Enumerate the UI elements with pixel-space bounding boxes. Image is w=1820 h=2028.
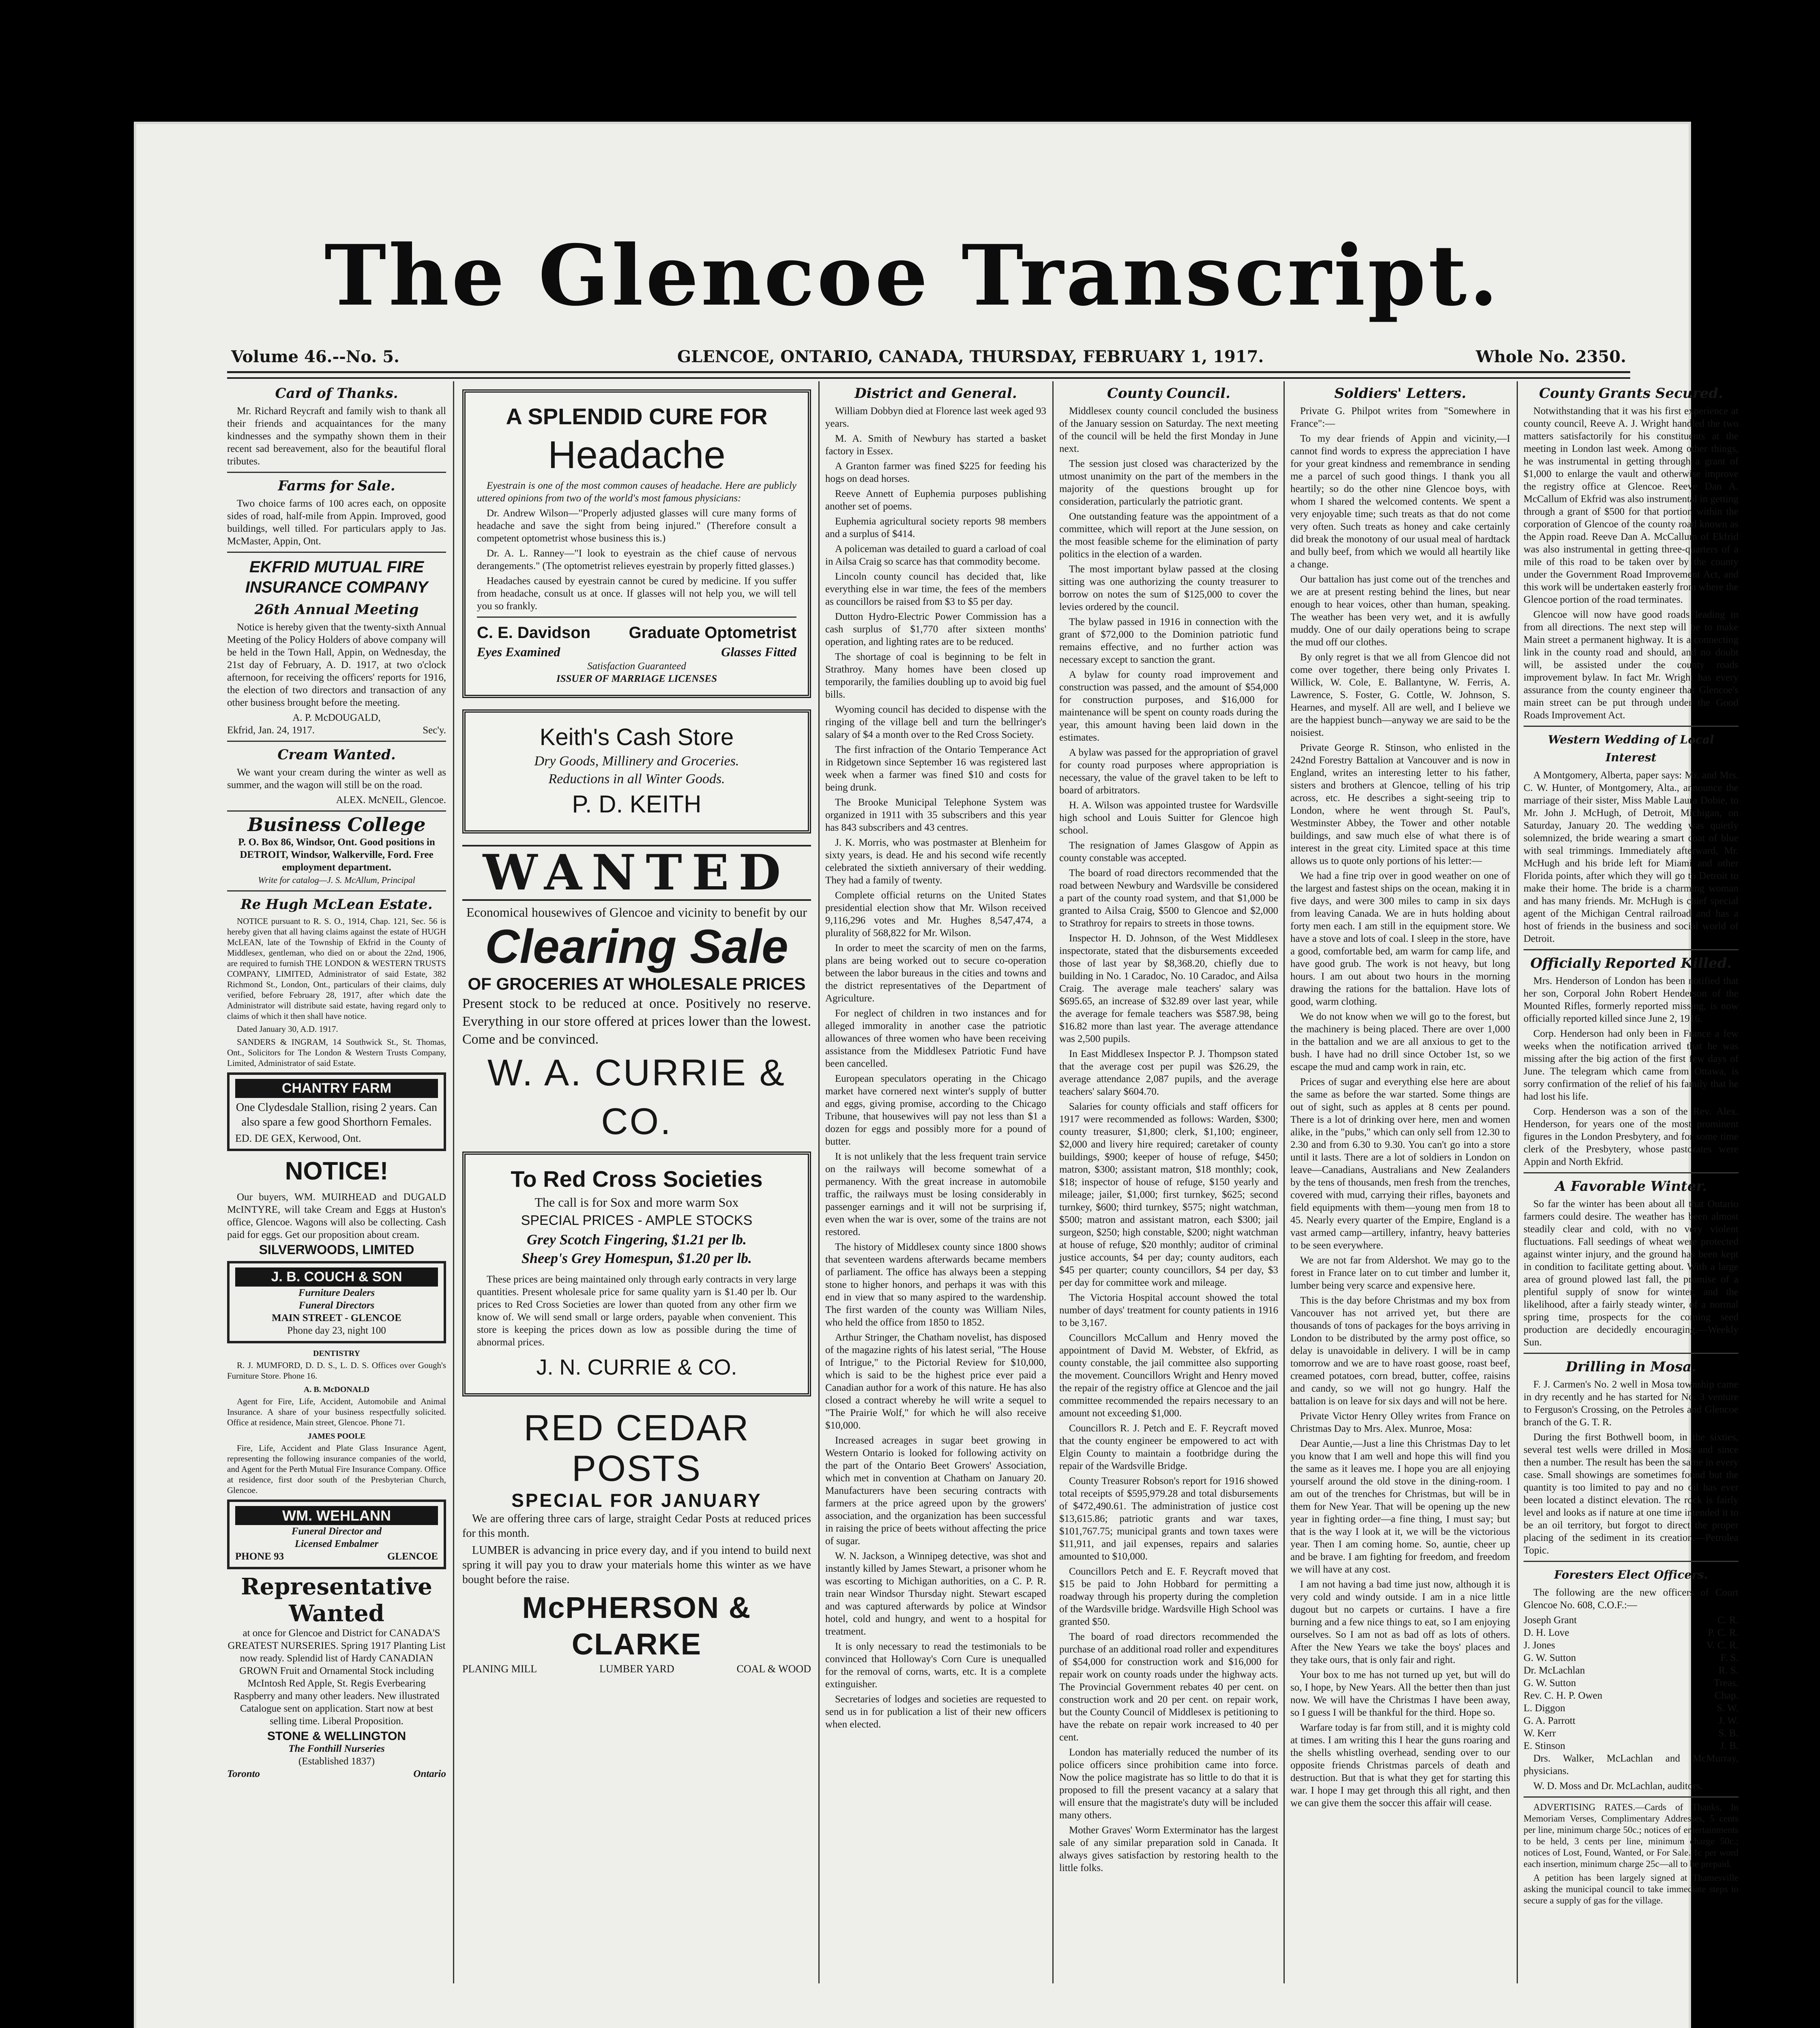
- mcdonald-text: Agent for Fire, Life, Accident, Automobile and Animal Insurance. A share of your business respectfully solicited. Office at residence, Main street, Glencoe. Phone 71.: [227, 1396, 446, 1427]
- newspaper-page: [134, 122, 1738, 2028]
- clearing-sale-subheading: OF GROCERIES AT WHOLESALE PRICES: [468, 974, 806, 993]
- letter-paragraph: This is the day before Christmas and my box from Vancouver has not arrived yet, but there are thousands of tons of packages for the boys arriving in London to be distributed by the army post office, so delay is unavoidable in delivery. I will be in camp tomorrow and we are to have roast goose, roast beef, creamed potatoes, corn bread, butter, coffee, raisins and candy, so we will not go hungry. Half the battalion is on leave for six days and will not be here.: [1290, 1295, 1510, 1407]
- chantry-farm-signature: ED. DE GEX, Kerwood, Ont.: [235, 1132, 361, 1144]
- news-item: Lincoln county council has decided that, like everything else in war time, the fees of the members as councillors be raised from $3 to $5 per day.: [825, 571, 1046, 607]
- officer-row: [1524, 1639, 1738, 1652]
- advertising-rates: ADVERTISING RATES.—Cards of Thanks, In Memoriam Verses, Complimentary Addresses, 5 cents per line, minimum charge 50c.; notices of entertainments to be held, 3 cents per line, minimum charge 50c.; notices of Lost, Found, Wanted, or For Sale. 1c per word each insertion, minimum charge 25c—all to be prepaid.: [1524, 1802, 1738, 1869]
- news-item: Euphemia agricultural society reports 98 members and a surplus of $414.: [825, 516, 1046, 539]
- notice-heading: NOTICE!: [285, 1157, 388, 1185]
- council-item: London has materially reduced the number of its police officers since prohibition came into force. Now the police magistrate has so little to do that it is proposed to fill the present vacancy at a salary that will ensure that the magistrate's duty will be included many others.: [1059, 1747, 1278, 1821]
- council-item: The bylaw passed in 1916 in connection with the grant of $72,000 to the Dominion patriotic fund remains effective, and no further action was necessary except to sanction the grant.: [1059, 617, 1278, 665]
- letter-paragraph: We had a fine trip over in good weather on one of the largest and fastest ships on the ocean, making it in five days, and were 300 miles to camp in six days from leaving Canada. We are in huts holding about forty men each. I am still in the equipment store. We have a stove and lots of coal. I sleep in the store, have a good, comfortable bed, am warm for camp life, and have good grub. The work is not heavy, but long hours. I am out about two hours in the morning drawing the rations for the battalion. Have lots of good, warm clothing.: [1290, 870, 1510, 1007]
- red-cedar-heading: RED CEDAR POSTS: [524, 1408, 750, 1489]
- foresters-heading: Foresters Elect Officers.: [1554, 1568, 1708, 1581]
- silverwoods-name: SILVERWOODS, LIMITED: [259, 1242, 414, 1257]
- news-item: It is not unlikely that the less frequent train service on the railways will become somewhat of a permanency. With the great increase in automobile traffic, the railways must be losing considerably in passenger earnings and it will not be surprising if, even when the war is over, some of the trains are not restored.: [825, 1151, 1046, 1237]
- couch-line: Funeral Directors: [298, 1300, 375, 1311]
- news-item: European speculators operating in the Chicago market have cornered next winter's supply of butter and eggs, giving promise, according to the Chicago Tribune, that housewives will pay not less than $1 a dozen for eggs and possibly more for a pound of butter.: [825, 1073, 1046, 1147]
- couch-phone: Phone day 23, night 100: [287, 1325, 386, 1336]
- column-rule: [453, 381, 454, 1983]
- county-grants-heading: County Grants Secured.: [1539, 385, 1723, 402]
- favorable-winter-heading: A Favorable Winter.: [1555, 1178, 1707, 1194]
- officer-office: V. C. R.: [1706, 1640, 1738, 1651]
- chantry-farm-ad: [227, 1072, 446, 1151]
- farms-for-sale-heading: Farms for Sale.: [278, 478, 395, 494]
- divider: [1524, 1796, 1738, 1798]
- officer-office: Treas.: [1714, 1678, 1738, 1689]
- headache-ad-closing: Headaches caused by eyestrain cannot be cured by medicine. If you suffer from headache, consult us at once. If glasses will not help you, we will tell you so frankly.: [477, 576, 796, 612]
- council-item: Salaries for county officials and staff officers for 1917 were recommended as follows: Warden, $300; county treasurer, $1,800; clerk, $1,100; engineer, $2,000 and livery hire required; caretaker of county buildings, $900; keeper of house of refuge, $450; matron, $300; assistant matron, $18 monthly; cook, $18; inspector of house of refuge, $150 yearly and mileage; jailer, $1,000; first turnkey, $625; second turnkey, $600; third turnkey, $575; night watchman, $500; matron and assistant matron, each $300; jail surgeon, $250; high constable, $200; night watchman at house of refuge, $20 monthly; auditor of criminal justice accounts, $4 per day; county auditors, each $45 per quarter; county councillors, $4 per day, $3 per day for committee work and mileage.: [1059, 1101, 1278, 1288]
- divider: [227, 552, 446, 553]
- divider: [477, 617, 796, 618]
- wehlann-line: Licensed Embalmer: [294, 1538, 379, 1549]
- news-item: J. K. Morris, who was postmaster at Blenheim for sixty years, is dead. He and his second wife recently celebrated the sixtieth anniversary of their wedding. They had a family of twenty.: [825, 837, 1046, 886]
- news-item: Secretaries of lodges and societies are requested to send us in for publication a list of their new officers when elected.: [825, 1694, 1046, 1730]
- column-soldiers-letters: [1290, 381, 1510, 1983]
- red-cross-call: The call is for Sox and more warm Sox: [534, 1195, 739, 1209]
- red-cross-ad: [462, 1151, 811, 1396]
- annual-meeting-text: Notice is hereby given that the twenty-sixth Annual Meeting of the Policy Holders of above company will be held in the Town Hall, Appin, on Wednesday, the 21st day of February, A. D. 1917, at two o'clock afternoon, for receiving the officers' reports for 1916, the election of two directors and transaction of any other business brought before the meeting.: [227, 622, 446, 708]
- annual-meeting-heading: 26th Annual Meeting: [254, 602, 419, 618]
- officer-office: P. C. R.: [1708, 1627, 1738, 1638]
- business-college-footer: Write for catalog—J. S. McAllum, Principal: [258, 875, 415, 885]
- coal-wood: COAL & WOOD: [736, 1663, 811, 1675]
- glasses-fitted: Glasses Fitted: [721, 644, 796, 659]
- officer-name: Rev. C. H. P. Owen: [1524, 1690, 1603, 1701]
- officer-office: S. W.: [1717, 1703, 1738, 1714]
- thamesville-petition: A petition has been largely signed at Thamesville asking the municipal council to take immediate steps to secure a supply of gas for the village.: [1524, 1873, 1738, 1906]
- red-cedar-text: We are offering three cars of large, straight Cedar Posts at reduced prices for this month.: [462, 1512, 811, 1540]
- drilling-mosa-text: During the first Bothwell boom, in the sixties, several test wells were drilled in Mosa and since then a number. The result has been the same in every case. Small showings are sometimes found but the quantity is too limited to pay and no oil has ever been located a distinct elevation. The rock is fairly level and looks as if nature at one time intended it to be an oil territory, but forgot to direct the proper placing of the sediment in its creation.—Petrolea Topic.: [1524, 1432, 1738, 1556]
- news-item: For neglect of children in two instances and for alleged immorality in another case the patriotic allowances of three women who have been receiving assistance from the Middlesex Patriotic Fund have been cancelled.: [825, 1008, 1046, 1069]
- officer-name: E. Stinson: [1524, 1740, 1565, 1751]
- headache-ad: [462, 389, 811, 698]
- satisfaction-guaranteed: Satisfaction Guaranteed: [587, 661, 686, 672]
- news-item: Reeve Annett of Euphemia purposes publishing another set of poems.: [825, 488, 1046, 512]
- column-rule: [818, 381, 820, 1983]
- dentistry-text: R. J. MUMFORD, D. D. S., L. D. S. Offices over Gough's Furniture Store. Phone 16.: [227, 1360, 446, 1381]
- newspaper-title: The Glencoe Transcript.: [324, 227, 1501, 324]
- council-item: Councillors McCallum and Henry moved the appointment of David M. Webster, of Ekfrid, as county constable, the jail committee also supporting the movement. Councillors Wright and Henry moved the repair of the registry office at Glencoe and the jail committee recommended the repairs necessary to an amount not exceeding $1,000.: [1059, 1332, 1278, 1419]
- soldiers-letters-heading: Soldiers' Letters.: [1334, 385, 1466, 402]
- council-item: One outstanding feature was the appointment of a committee, which will report at the June session, on the most feasible scheme for the elimination of party politics in the election of a warden.: [1059, 511, 1278, 560]
- council-item: The board of road directors recommended that the road between Newbury and Wardsville be considered a part of the county road system, and that $1,000 be granted to Ailsa Craig, $500 to Glencoe and $2,000 to Strathroy for repairs to streets in those towns.: [1059, 868, 1278, 929]
- mcpherson-clarke-services: [462, 1663, 811, 1675]
- column-rule: [1283, 381, 1285, 1983]
- headache-ad-top: A SPLENDID CURE FOR: [506, 404, 768, 429]
- reported-killed-text: Corp. Henderson had only been in France a few weeks when the notification arrived that he was missing after the big action of the first few days of June. The telegram which came from Ottawa, is sorry confirmation of the relief of his family that he had lost his life.: [1524, 1028, 1738, 1102]
- officer-row: [1524, 1689, 1738, 1702]
- news-item: In order to meet the scarcity of men on the farms, plans are being worked out to secure co-operation between the labor bureaus in the cities and towns and the district representatives of the Department of Agriculture.: [825, 943, 1046, 1004]
- news-item: Complete official returns on the United States presidential election show that Mr. Wilson received 9,116,296 votes and Mr. Hughes 8,547,474, a plurality of 568,822 for Mr. Wilson.: [825, 890, 1046, 939]
- officer-row: [1524, 1614, 1738, 1626]
- column-1: [227, 381, 446, 1983]
- news-item: A Granton farmer was fined $225 for feeding his hogs on dead horses.: [825, 461, 1046, 484]
- farms-for-sale-text: Two choice farms of 100 acres each, on opposite sides of road, half-mile from Appin. Improved, good buildings, well tilled. For particulars apply to Jas. McMaster, Appin, Ont.: [227, 498, 446, 547]
- council-item: H. A. Wilson was appointed trustee for Wardsville high school and Louis Suitter for Glencoe high school.: [1059, 800, 1278, 836]
- chantry-farm-text: One Clydesdale Stallion, rising 2 years. Can also spare a few good Shorthorn Females.: [236, 1101, 438, 1128]
- officer-name: Dr. McLachlan: [1524, 1665, 1585, 1676]
- district-general-heading: District and General.: [854, 385, 1017, 402]
- keith-cash-store-ad: [462, 709, 811, 834]
- news-item: Increased acreages in sugar beet growing in Western Ontario is looked for following activity on the part of the Ontario Beet Growers' Association, which met in convention at Chatham on January 20. Manufacturers have been securing contracts with farmers at the price agreed upon by the growers' association, and the organization has been successful in raising the price of beets without affecting the price of sugar.: [825, 1435, 1046, 1547]
- established-year: (Established 1837): [298, 1756, 375, 1767]
- council-item: A bylaw for county road improvement and construction was passed, and the amount of $54,000 for construction purposes, and $16,000 for maintenance will be spent on county roads during the year, this amount having been laid down in the estimates.: [1059, 669, 1278, 743]
- letter-paragraph: Your box to me has not turned up yet, but will do so, I hope, by New Years. All the better then than just now. We will have the Christmas I have been away, so I guess I will be thankful for the third. Hope so.: [1290, 1669, 1510, 1718]
- eyes-examined: Eyes Examined: [477, 644, 560, 659]
- wehlann-town: GLENCOE: [387, 1551, 438, 1562]
- stone-wellington-title: STONE & WELLINGTON: [267, 1729, 406, 1743]
- news-item: Wyoming council has decided to dispense with the ringing of the village bell and turn the bellringer's salary of $4 a month over to the Red Cross Society.: [825, 704, 1046, 740]
- fonthill-nurseries: The Fonthill Nurseries: [288, 1743, 385, 1754]
- officer-office: C. R.: [1717, 1615, 1738, 1626]
- officer-name: G. W. Sutton: [1524, 1652, 1576, 1663]
- optometrist-name: C. E. Davidson: [477, 624, 591, 642]
- drilling-mosa-heading: Drilling in Mosa.: [1565, 1359, 1697, 1375]
- meeting-signature: A. P. McDOUGALD,: [292, 712, 381, 723]
- divider: [1524, 1561, 1738, 1562]
- nursery-locations: [227, 1768, 446, 1780]
- optometrist-line: [477, 622, 796, 644]
- headache-ad-quote: Dr. Andrew Wilson—"Properly adjusted glasses will cure many forms of headache and save the sight from being injured." (Therefore consult a competent optometrist whose business this is.): [477, 508, 796, 544]
- optometrist-services: [477, 644, 796, 660]
- meeting-secretary: Sec'y.: [423, 725, 446, 736]
- news-item: The first infraction of the Ontario Temperance Act in Ridgetown since September 16 was registered last week when a farmer was fined $10 and costs for being drunk.: [825, 744, 1046, 793]
- officer-row: [1524, 1702, 1738, 1714]
- news-item: William Dobbyn died at Florence last week aged 93 years.: [825, 406, 1046, 429]
- column-county-council: [1059, 381, 1278, 1983]
- divider: [227, 472, 446, 473]
- wanted-banner: WANTED: [462, 845, 811, 901]
- masthead: [134, 215, 1691, 337]
- column-rule: [1517, 381, 1518, 1983]
- optometrist-title: Graduate Optometrist: [629, 624, 796, 642]
- foresters-physicians: Drs. Walker, McLachlan and McMurray, physicians.: [1524, 1753, 1738, 1777]
- keith-store-line: Dry Goods, Millinery and Groceries.: [534, 754, 739, 769]
- mcdonald-heading: A. B. McDONALD: [303, 1385, 370, 1394]
- county-grants-text: Notwithstanding that it was his first experience at county council, Reeve A. J. Wright handled the two matters satisfactorily for his constituents at the meeting in London last week. Among other things, he was instrumental in getting through a grant of $1,000 to enlarge the vault and otherwise improve the registry office at Glencoe. Reeve Dan A. McCallum of Ekfrid was also instrumental in getting through a grant of $500 for that portion within the corporation of Glencoe of the county road known as the Appin road. Reeve Dan A. McCallum of Ekfrid was also instrumental in getting three-quarters of a mile of this road to be taken over by the county under the Government Road Improvement Act, and this work will be undertaken easterly from where the Glencoe portion of the road terminates.: [1524, 406, 1738, 605]
- western-wedding-text: A Montgomery, Alberta, paper says: Mr. and Mrs. C. W. Hunter, of Montgomery, Alta., announce the marriage of their sister, Miss Mable Laura Dobie, to Mr. John J. McHugh, of Detroit, Michigan, on Saturday, January 20. The wedding was quietly solemnized, the bride wearing a smart coat of blue with seal trimmings. Immediately afterward, Mr. McHugh and his bride left for Miami and other Florida points, after which they will go to Detroit to make their home. The bride is a charming woman and has many friends. Mr. McHugh is chief special agent of the Michigan Central railroad and has a host of friends in the business and social world of Detroit.: [1524, 770, 1738, 944]
- officer-row: [1524, 1664, 1738, 1677]
- council-item: Mother Graves' Worm Exterminator has the largest sale of any similar preparation sold in Canada. It always gives satisfaction by restoring health to the little folks.: [1059, 1825, 1278, 1873]
- keith-store-line: Reductions in all Winter Goods.: [548, 771, 725, 786]
- reported-killed-heading: Officially Reported Killed.: [1530, 955, 1732, 971]
- council-item: The Victoria Hospital account showed the total number of days' treatment for county patients in 1916 to be 3,167.: [1059, 1292, 1278, 1328]
- marriage-licenses: ISSUER OF MARRIAGE LICENSES: [556, 673, 717, 684]
- wanted-text: Economical housewives of Glencoe and vicinity to benefit by our: [466, 905, 807, 919]
- wehlann-title: WM. WEHLANN: [235, 1506, 438, 1525]
- couch-line: Furniture Dealers: [298, 1287, 375, 1298]
- officer-office: R. S.: [1718, 1665, 1738, 1676]
- news-item: Dutton Hydro-Electric Power Commission has a cash surplus of $1,770 after sixteen months' operation, and lighting rates are to be reduced.: [825, 611, 1046, 647]
- officer-office: J. W.: [1718, 1715, 1738, 1726]
- officer-office: J. B.: [1720, 1740, 1738, 1751]
- couch-ad: [227, 1261, 446, 1343]
- letter-paragraph: Prices of sugar and everything else here are about the same as before the war started. Some things are out of sight, such as apples at 8 cents per pound. There is a lot of drinking over here, men and women alike, in the "pubs," which can only sell from 12.30 to 2.30 and from 6.30 to 9.30. You can't go into a store until it lasts. There are a lot of soldiers in London on leave—Canadians, Australians and New Zealanders by the tens of thousands, men fresh from the trenches, covered with mud, carrying their rifles, bayonets and field equipments with them—young men from 18 to 45. Nearly every quarter of the Empire, England is a vast armed camp—artillery, infantry, heavy batteries to be seen everywhere.: [1290, 1076, 1510, 1251]
- red-cross-price: Sheep's Grey Homespun, $1.20 per lb.: [521, 1250, 752, 1266]
- news-item: The Brooke Municipal Telephone System was organized in 1911 with 35 subscribers and this year has 843 subscribers and 43 centres.: [825, 797, 1046, 833]
- council-item: The most important bylaw passed at the closing sitting was one authorizing the county treasurer to borrow on notes the sum of $125,000 to cover the levies ordered by the council.: [1059, 564, 1278, 612]
- red-cross-price: Grey Scotch Fingering, $1.21 per lb.: [526, 1231, 747, 1248]
- advertising-column: [462, 381, 811, 1983]
- clearing-sale-text: Present stock to be reduced at once. Positively no reserve. Everything in our store offered at prices lower than the lowest. Come and be convinced.: [462, 996, 811, 1047]
- county-grants-text: Glencoe will now have good roads leading in from all directions. The next step will be to make Main street a permanent highway. It is a connecting link in the county road and should, and no doubt will, be assisted under the county roads improvement bylaw. In fact Mr. Wright has every assurance from the county engineer that Glencoe's main street can be put through under the Good Roads Improvement Act.: [1524, 609, 1738, 721]
- wehlann-ad: [227, 1500, 446, 1569]
- favorable-winter-text: So far the winter has been about all that Ontario farmers could desire. The weather has been almost steadily clear and cold, with no very violent fluctuations. Fall seedings of wheat were protected against winter injury, and the ground has been kept in condition to facilitate getting about. With a large area of ground plowed last fall, the promise of a plentiful supply of snow for winter, and the likelihood, after a fairly steady winter, of a normal spring time, prospects for the coming seed production are decidedly encouraging.—Weekly Sun.: [1524, 1199, 1738, 1348]
- divider: [227, 810, 446, 812]
- mcpherson-clarke-title: McPHERSON & CLARKE: [522, 1591, 751, 1661]
- officer-name: L. Diggon: [1524, 1703, 1565, 1714]
- council-item: A bylaw was passed for the appropriation of gravel for county road purposes where appropriation is necessary, the value of the gravel taken to be left to board of arbitrators.: [1059, 747, 1278, 796]
- officer-office: Chap.: [1714, 1690, 1738, 1701]
- wanted-heading: Wanted: [289, 1600, 384, 1627]
- volume-number: Volume 46.--No. 5.: [231, 347, 399, 366]
- officer-name: G. A. Parrott: [1524, 1715, 1575, 1726]
- council-item: The resignation of James Glasgow of Appin as county constable was accepted.: [1059, 840, 1278, 864]
- letter-paragraph: We do not know when we will go to the forest, but the machinery is being placed. There are over 1,000 in the battalion and we are all anxious to get to the bush. I have had no drill since October 1st, so we escape the mud and camp work in rain, etc.: [1290, 1011, 1510, 1072]
- business-college-logo: Business College: [247, 814, 426, 836]
- red-cedar-subheading: SPECIAL FOR JANUARY: [511, 1490, 762, 1511]
- poole-text: Fire, Life, Accident and Plate Glass Insurance Agent, representing the following insurance companies of the world, and Agent for the Perth Mutual Fire Insurance Company. Office at residence, first door south of the Presbyterian Church, Glencoe.: [227, 1443, 446, 1495]
- divider: [227, 890, 446, 892]
- news-item: Arthur Stringer, the Chatham novelist, has disposed of the magazine rights of his latest serial, "The House of Intrigue," to the Pictorial Review for $10,000, which is said to be the highest price ever paid a Canadian author for a work of this nature. He has also closed a contract whereby he will write a sequel to "The Prairie Wolf," for which he will also receive $10,000.: [825, 1332, 1046, 1431]
- news-item: A policeman was detailed to guard a carload of coal in Ailsa Craig so scarce has that commodity become.: [825, 544, 1046, 567]
- officer-office: S. B.: [1718, 1728, 1738, 1739]
- province-ontario: Ontario: [413, 1768, 446, 1779]
- letter-paragraph: To my dear friends of Appin and vicinity,—I cannot find words to express the appreciation I have for your great kindness and remembrance in sending me a parcel of such good things. I thank you all heartily; so do the other nine Glencoe boys, with whom I shared the welcomed contents. We spent a very enjoyable time; such treats as that do not come very often. Such treats as honey and cake certainly did break the monotony of our usual meal of hardtack and bully beef, from which we would all heartily like a change.: [1290, 433, 1510, 570]
- reported-killed-text: Corp. Henderson was a son of the Rev. Alex. Henderson, for years one of the most prominent figures in the London Presbytery, and for some time clerk of the Presbytery, whose pastorates were Appin and North Ekfrid.: [1524, 1106, 1738, 1167]
- foresters-auditors: W. D. Moss and Dr. McLachlan, auditors.: [1533, 1781, 1703, 1792]
- chantry-farm-title: CHANTRY FARM: [235, 1079, 438, 1098]
- officer-name: Joseph Grant: [1524, 1615, 1577, 1626]
- card-of-thanks-heading: Card of Thanks.: [275, 385, 398, 402]
- council-item: County Treasurer Robson's report for 1916 showed total receipts of $595,979.28 and total disbursements of $472,490.61. The administration of justice cost $13,615.86; patriotic grants and war taxes, $101,767.75; municipal grants and town taxes were $11,911, and jail expenses, repairs and salaries amounted to $10,000.: [1059, 1476, 1278, 1562]
- headache-ad-intro: Eyestrain is one of the most common causes of headache. Here are publicly uttered opinions from two of the world's most famous physicians:: [477, 480, 796, 504]
- officer-row: [1524, 1626, 1738, 1639]
- column-6: [1524, 381, 1738, 1983]
- letter-paragraph: I am not having a bad time just now, although it is very cold and windy outside. I am in a nice little dugout but no carpets or curtains. I have a fire burning and a few nice things to eat, so I am enjoying ourselves. So I am not as bad off as lots of others. After the New Years we take the boys' places and they take ours, that is only fair and right.: [1290, 1579, 1510, 1665]
- officer-row: [1524, 1652, 1738, 1664]
- keith-store-title: Keith's Cash Store: [539, 724, 734, 750]
- keith-store-signature: P. D. KEITH: [572, 791, 702, 818]
- wehlann-phone: PHONE 93: [235, 1551, 284, 1562]
- letter-paragraph: By only regret is that we all from Glencoe did not come over together, there being only Privates I. Willick, W. Cole, E. Ballantyne, W. Ferris, A. Lawrence, S. Foster, G. Cottle, W. Johnson, S. Hearnes, and myself. All are well, and I believe we are the happiest bunch—anyway we are said to be the noisiest.: [1290, 652, 1510, 738]
- jn-currie-name: J. N. CURRIE & CO.: [536, 1355, 737, 1379]
- representative-heading: Representative: [241, 1573, 432, 1600]
- council-item: The board of road directors recommended the purchase of an additional road roller and expenditures of $54,000 for construction work and $16,000 for repair work on county roads under the highway acts. The Provincial Government rebates 40 per cent. on construction work and 20 per cent. on repair work, but the County Council of Middlesex is petitioning to have the rebate on repair work increased to 40 per cent.: [1059, 1631, 1278, 1743]
- dentistry-heading: DENTISTRY: [313, 1349, 360, 1358]
- letter-paragraph: Private Victor Henry Olley writes from France on Christmas Day to Mrs. Alex. Munroe, Mosa:: [1290, 1411, 1510, 1434]
- business-college-text: P. O. Box 86, Windsor, Ont. Good positions in DETROIT, Windsor, Walkerville, Ford. Free employment department.: [238, 837, 435, 873]
- red-cross-special: SPECIAL PRICES - AMPLE STOCKS: [521, 1213, 753, 1228]
- officer-row: [1524, 1714, 1738, 1727]
- estate-solicitors: SANDERS & INGRAM, 14 Southwick St., St. Thomas, Ont., Solicitors for The London & Western Trusts Company, Limited, Administrator of said Estate.: [227, 1037, 446, 1068]
- officer-name: W. Kerr: [1524, 1728, 1556, 1739]
- couch-address: MAIN STREET - GLENCOE: [272, 1313, 401, 1323]
- lumber-text: LUMBER is advancing in price every day, and if you intend to build next spring it will pay you to draw your materials home this winter as we have bought before the raise.: [462, 1544, 811, 1586]
- meeting-date: Ekfrid, Jan. 24, 1917.: [227, 725, 315, 736]
- council-item: Middlesex county council concluded the business of the January session on Saturday. The next meeting of the council will be held the first Monday in June next.: [1059, 406, 1278, 454]
- council-item: Councillors R. J. Petch and E. F. Reycraft moved that the county engineer be empowered to act with Elgin County to maintain a footbridge during the repair of the Wardsville Bridge.: [1059, 1423, 1278, 1472]
- couch-title: J. B. COUCH & SON: [235, 1268, 438, 1287]
- column-district-general: [825, 381, 1046, 1983]
- meeting-footer: [227, 724, 446, 737]
- masthead-rule: [227, 377, 1630, 379]
- news-item: M. A. Smith of Newbury has started a basket factory in Essex.: [825, 433, 1046, 457]
- letter-paragraph: Dear Auntie,—Just a line this Christmas Day to let you know that I am well and hope this will find you the same as it leaves me. I hope you are all enjoying yourself around the old stove in the dining-room. I am out of the trenches for Christmas, but will be in them for New Year. That will be opening up the new year in fighting order—a fine thing, I must say; but that is the way I look at it, we will be the victorious year. Then I am coming home. So, auntie, cheer up and be brave. I am fighting for freedom, and freedom we will have at any cost.: [1290, 1438, 1510, 1575]
- wa-currie-name: W. A. CURRIE & CO.: [487, 1052, 786, 1142]
- officer-row: [1524, 1727, 1738, 1740]
- officer-office: F. S.: [1720, 1652, 1738, 1663]
- officer-row: [1524, 1740, 1738, 1752]
- poole-heading: JAMES POOLE: [307, 1432, 366, 1441]
- card-of-thanks-text: Mr. Richard Reycraft and family wish to thank all their friends and acquaintances for the many kindnesses and the sympathy shown them in their recent sad bereavement, also for the beautiful floral tributes.: [227, 406, 446, 467]
- cream-wanted-signature: ALEX. McNEIL, Glencoe.: [336, 795, 446, 806]
- place-date: GLENCOE, ONTARIO, CANADA, THURSDAY, FEBRUARY 1, 1917.: [677, 347, 1264, 366]
- officer-name: J. Jones: [1524, 1640, 1555, 1651]
- letter-paragraph: Private G. Philpot writes from "Somewhere in France":—: [1290, 406, 1510, 429]
- divider: [1524, 726, 1738, 727]
- headache-ad-title: Headache: [548, 433, 725, 477]
- city-toronto: Toronto: [227, 1768, 260, 1779]
- red-cross-title: To Red Cross Societies: [511, 1166, 763, 1192]
- divider: [1524, 949, 1738, 950]
- estate-text: NOTICE pursuant to R. S. O., 1914, Chap. 121, Sec. 56 is hereby given that all having claims against the estate of HUGH McLEAN, late of the Township of Ekfrid in the County of Middlesex, gentleman, who died on or about the 22nd, 1906, are required to furnish THE LONDON & WESTERN TRUSTS COMPANY, LIMITED, Administrator of said Estate, 382 Richmond St., London, Ont., particulars of their claims, duly verified, before February 28, 1917, after which date the Administrator will distribute said estate, having regard only to claims of which it then shall have notice.: [227, 916, 446, 1021]
- officer-row: [1524, 1677, 1738, 1689]
- cream-wanted-text: We want your cream during the winter as well as summer, and the wagon will still be on the road.: [227, 767, 446, 791]
- ekfrid-insurance-heading: EKFRID MUTUAL FIRE INSURANCE COMPANY: [245, 558, 428, 596]
- notice-text: Our buyers, WM. MUIRHEAD and DUGALD McINTYRE, will take Cream and Eggs at Huston's office, Glencoe. Wagons will also be collecting. Cash paid for eggs. Get our proposition about cream.: [227, 1192, 446, 1240]
- news-item: W. N. Jackson, a Winnipeg detective, was shot and instantly killed by James Stewart, a prisoner whom he was escorting to Michigan authorities, on a C. P. R. train near Windsor Thursday night. Stewart escaped and was captured afterwards by police at Windsor hotel, cold and hungry, and went to a hospital for treatment.: [825, 1551, 1046, 1637]
- representative-text: at once for Glencoe and District for CANADA'S GREATEST NURSERIES. Spring 1917 Planting List now ready. Splendid list of Hardy CANADIAN GROWN Fruit and Ornamental Stock including McIntosh Red Apple, St. Regis Everbearing Raspberry and many other leaders. New illustrated Catalogue sent on application. Start now at best selling time. Liberal Proposition.: [228, 1628, 446, 1727]
- dateline: [227, 343, 1630, 373]
- red-cross-text: These prices are being maintained only through early contracts in very large quantities. Present wholesale price for same quality yarn is $1.40 per lb. Our prices to Red Cross Societies are lower than quoted from any other firm we know of. We will send small or large orders, payable when convenient. This store is keeping the prices down as low as possible during the time of abnormal prices.: [477, 1274, 796, 1348]
- county-council-heading: County Council.: [1107, 385, 1231, 402]
- news-item: It is only necessary to read the testimonials to be convinced that Holloway's Corn Cure is unequalled for the removal of corns, warts, etc. It is a complete extinguisher.: [825, 1641, 1046, 1690]
- estate-dated: Dated January 30, A.D. 1917.: [237, 1024, 338, 1034]
- wehlann-line: Funeral Director and: [291, 1526, 382, 1537]
- letter-paragraph: Our battalion has just come out of the trenches and we are at present resting behind the lines, but near enough to hear voices, other than human, speaking. The weather has been very wet, and it is awfully muddy. One of our daily operations being to scrape the mud off our clothes.: [1290, 574, 1510, 648]
- drilling-mosa-text: F. J. Carmen's No. 2 well in Mosa township came in dry recently and he has started for No. 3 venture to Ferguson's Crossing, on the Petroles and Glencoe branch of the G. T. R.: [1524, 1379, 1738, 1428]
- divider: [1524, 1172, 1738, 1173]
- western-wedding-heading: Western Wedding of Local Interest: [1548, 733, 1714, 764]
- council-item: Councillors Petch and E. F. Reycraft moved that $15 be paid to John Hobbard for permitting a roadway through his property during the completion of the Wardsville bridge. Wardsville High School was granted $50.: [1059, 1566, 1278, 1627]
- divider: [1524, 1353, 1738, 1354]
- officer-name: G. W. Sutton: [1524, 1678, 1576, 1689]
- lumber-yard: LUMBER YARD: [599, 1663, 674, 1675]
- reported-killed-text: Mrs. Henderson of London has been notified that her son, Corporal John Robert Henderson of the Mounted Rifles, formerly reported missing, is now officially reported killed since June 2, 1916.: [1524, 975, 1738, 1024]
- council-item: The session just closed was characterized by the utmost unanimity on the part of the members in the majority of the questions brought up for consideration, particularly the patriotic grant.: [1059, 458, 1278, 507]
- wehlann-footer: [235, 1550, 438, 1563]
- divider: [227, 741, 446, 742]
- officer-name: D. H. Love: [1524, 1627, 1569, 1638]
- estate-heading: Re Hugh McLean Estate.: [240, 896, 433, 913]
- council-item: Inspector H. D. Johnson, of the West Middlesex inspectorate, stated that the disbursements exceeded those of last year by $8,368.20, chiefly due to building in No. 1 Caradoc, No. 10 Caradoc, and Ailsa Craig. The average male teachers' salary was $695.65, an increase of $32.89 over last year, while the average for female teachers was $587.98, being $16.82 more than last year. The average attendance was 2,500 pupils.: [1059, 933, 1278, 1044]
- whole-number: Whole No. 2350.: [1476, 347, 1626, 366]
- news-item: The history of Middlesex county since 1800 shows that seventeen wardens afterwards became members of parliament. The office has always been a stepping stone to higher honors, and perhaps it was with this end in view that so many aspired to the wardenship. The first warden of the county was William Niles, who held the office from 1850 to 1852.: [825, 1242, 1046, 1328]
- cream-wanted-heading: Cream Wanted.: [277, 747, 396, 763]
- council-item: In East Middlesex Inspector P. J. Thompson stated that the average cost per pupil was $26.29, the average attendance 2,087 pupils, and the average teachers' salary $604.70.: [1059, 1048, 1278, 1097]
- officers-list: [1524, 1614, 1738, 1752]
- news-item: The shortage of coal is beginning to be felt in Strathroy. Many homes have been closed up temporarily, the families doubling up to avoid big fuel bills.: [825, 651, 1046, 700]
- clearing-sale-heading: Clearing Sale: [485, 920, 788, 973]
- letter-paragraph: We are not far from Aldershot. We may go to the forest in France later on to cut timber and lumber it, lumber being very scarce and expensive here.: [1290, 1255, 1510, 1291]
- letter-paragraph: Private George R. Stinson, who enlisted in the 242nd Forestry Battalion at Vancouver and is now in England, writes an interesting letter to his father, sisters and brothers at Glencoe, telling of his trip across, etc. He describes a sight-seeing trip to London, where he went through St. Paul's, Westminster Abbey, the Tower and other notable buildings, and saw much else of what there is of interest in the great city. Limited space at this time allows us to quote only portions of his letter:—: [1290, 742, 1510, 866]
- foresters-intro: The following are the new officers of Court Glencoe No. 608, C.O.F.:—: [1524, 1587, 1738, 1611]
- headache-ad-quote: Dr. A. L. Ranney—"I look to eyestrain as the chief cause of nervous derangements." (The optometrist relieves eyestrain by properly fitted glasses.): [477, 548, 796, 571]
- column-rule: [1052, 381, 1054, 1983]
- planing-mill: PLANING MILL: [462, 1663, 537, 1675]
- letter-paragraph: Warfare today is far from still, and it is mighty cold at times. I am writing this I hear the guns roaring and the shells whistling overhead, sending over to our opposite friends Christmas parcels of death and destruction. But that is what they get for starting this war. I hope I may get through this all right, and then we can give them the soccer this affair will cease.: [1290, 1722, 1510, 1809]
